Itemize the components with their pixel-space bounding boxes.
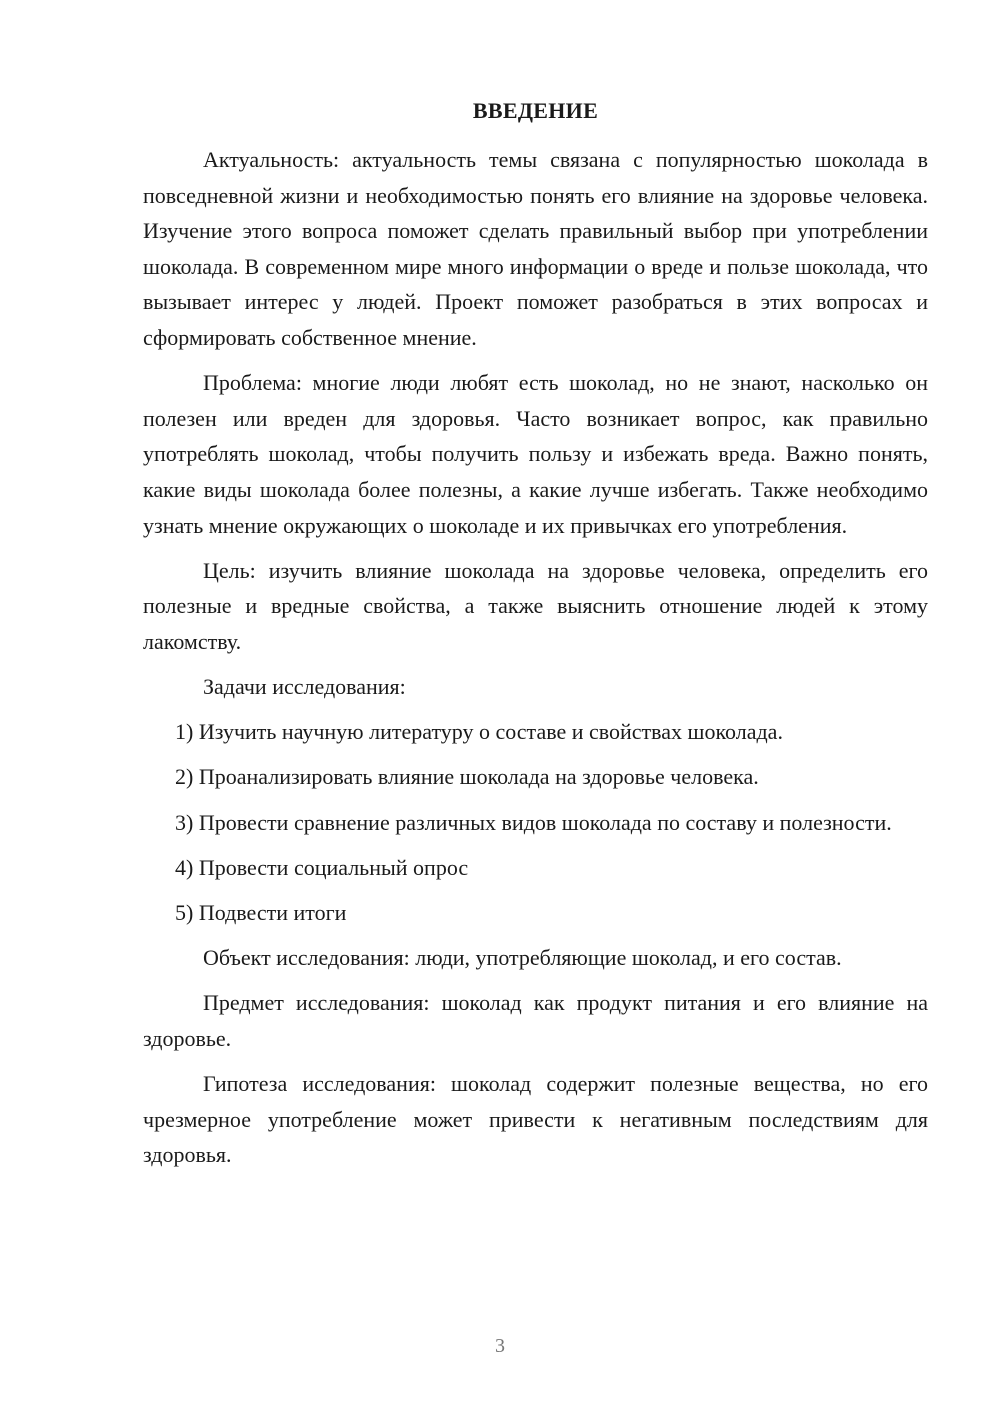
- task-item-5: 5) Подвести итоги: [175, 900, 347, 926]
- paragraph-problem: Проблема: многие люди любят есть шоколад, но не знают, насколько он полезен или вреден для здоровья. Часто возникает вопрос, как правильно употреблять шоколад, чтобы получить пользу и избежать вреда. Важно понять, какие виды шоколада более полезны, а какие лучше избегать. Также необходимо узнать мнение окружающих о шоколаде и их привычках его употребления.: [143, 370, 928, 538]
- page-number: 3: [495, 1335, 505, 1357]
- page-title: ВВЕДЕНИЕ: [472, 98, 599, 123]
- paragraph-goal: Цель: изучить влияние шоколада на здоровье человека, определить его полезные и вредные свойства, а также выяснить отношение людей к этому лакомству.: [143, 557, 928, 654]
- task-item-4: 4) Провести социальный опрос: [175, 854, 469, 880]
- paragraph-subject: Предмет исследования: шоколад как продукт питания и его влияние на здоровье.: [143, 990, 928, 1051]
- paragraph-relevance: Актуальность: актуальность темы связана с популярностью шоколада в повседневной жизни и необходимостью понять его влияние на здоровье человека. Изучение этого вопроса поможет сделать правильный выбор при употреблении шоколада. В современном мире много информации о вреде и пользе шоколада, что вызывает интерес у людей. Проект поможет разобраться в этих вопросах и сформировать собственное мнение.: [143, 147, 928, 350]
- document-body: [143, 142, 928, 1173]
- task-item-1: 1) Изучить научную литературу о составе и свойствах шоколада.: [175, 719, 783, 745]
- paragraph-object: Объект исследования: люди, употребляющие шоколад, и его состав.: [203, 945, 842, 971]
- task-item-2: 2) Проанализировать влияние шоколада на здоровье человека.: [175, 764, 759, 790]
- tasks-heading: Задачи исследования:: [203, 674, 406, 700]
- paragraph-hypothesis: Гипотеза исследования: шоколад содержит полезные вещества, но его чрезмерное употребление может привести к негативным последствиям для здоровья.: [143, 1071, 928, 1168]
- task-item-3: 3) Провести сравнение различных видов шоколада по составу и полезности.: [175, 809, 892, 835]
